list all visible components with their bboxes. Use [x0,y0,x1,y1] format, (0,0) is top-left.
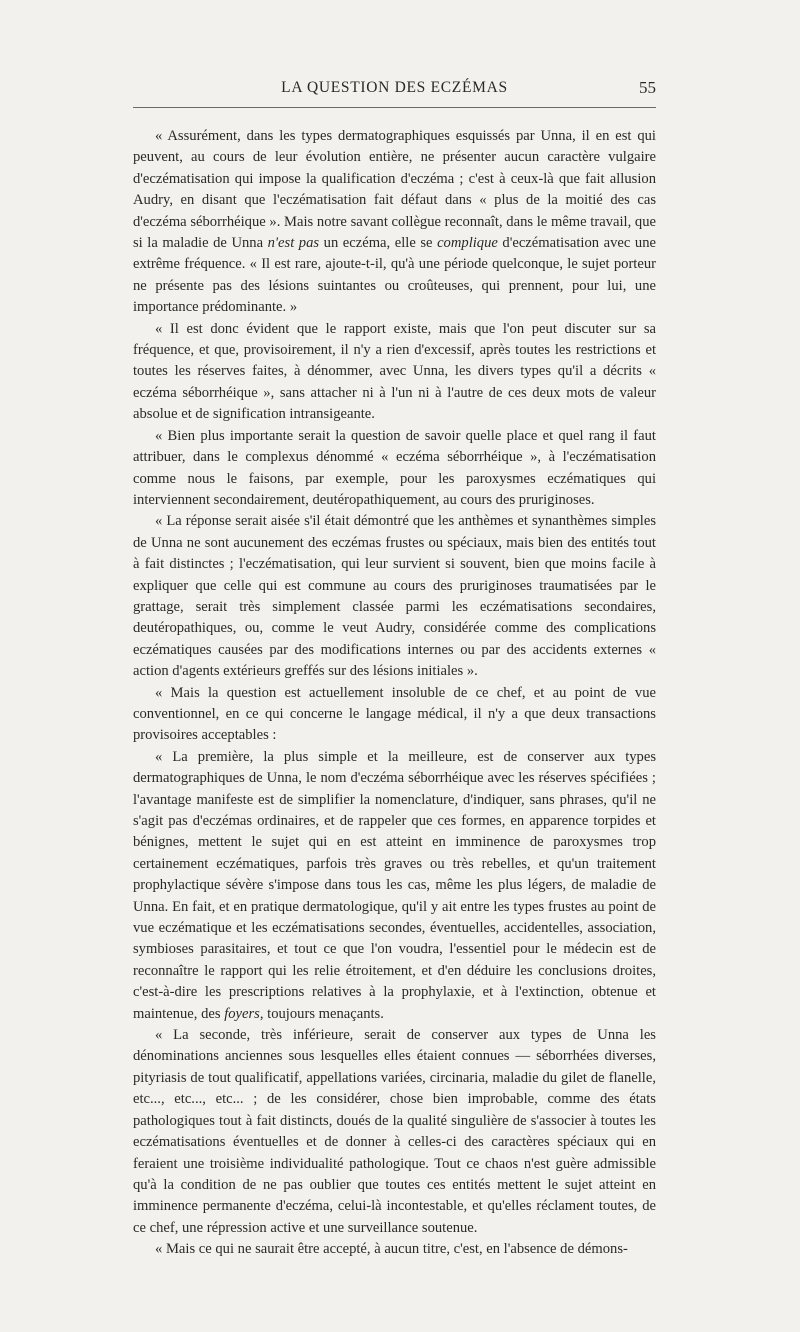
paragraph [133,511,656,682]
running-title: LA QUESTION DES ECZÉMAS [281,79,508,96]
text-run: , toujours menaçants. [259,1005,384,1022]
text-run: « La première, la plus simple et la meilleure, est de conserver aux types dermatographiques de Unna, le nom d'eczéma séborrhéique avec les réserves spécifiées ; l'avantage manifeste est de simplifier la nomenclature, d'indiquer, sans phrases, qu'il ne s'agit pas d'eczémas ordinaires, et de rappeler que ces formes, en apparence torpides et bénignes, mettent le sujet qui en est atteint en imminence de paroxysmes trop certainement eczématiques, parfois très graves ou très rebelles, et qu'un traitement prophylactique sévère s'impose dans tous les cas, même les plus légers, de maladie de Unna. En fait, et en pratique dermatologique, qu'il y ait entre les types frustes au point de vue eczématique et les eczématisations secondes, éventuelles, accidentelles, association, symbioses parasitaires, et tout ce que l'on voudra, l'essentiel pour le médecin est de reconnaître le rapport qui les relie étroitement, et d'en déduire les conclusions droites, c'est-à-dire les prescriptions relatives à la prophylaxie, et à l'extinction, obtenue et maintenue, des [133,748,656,1022]
text-run: d'eczématisation avec une extrême fréquence. « Il est rare, ajoute-t-il, qu'à une période quelconque, le sujet porteur ne présente pas des lésions suintantes ou croûteuses, qui prennent, pour lui, une importance prédominante. » [133,235,656,316]
paragraph [133,319,656,426]
paragraph [133,747,656,1025]
page-number: 55 [639,78,656,97]
paragraph [133,1025,656,1239]
paragraph [133,683,656,747]
italic-text: foyers [224,1005,260,1022]
running-header [133,76,656,102]
paragraph [133,126,656,319]
text-run: « Mais la question est actuellement insoluble de ce chef, et au point de vue conventionnel, en ce qui concerne le langage médical, il n'y a que deux transactions provisoires acceptables : [133,684,656,744]
paragraph [133,1239,656,1260]
text-run: « Bien plus importante serait la question de savoir quelle place et quel rang il faut attribuer, dans le complexus dénommé « eczéma séborrhéique », à l'eczématisation comme nous le faisons, par exemple, pour les paroxysmes eczématiques qui interviennent secondairement, deutéropathiquement, au cours des pruriginoses. [133,427,656,508]
text-run: « Mais ce qui ne saurait être accepté, à aucun titre, c'est, en l'absence de démons- [155,1241,628,1258]
body-text [133,126,656,1261]
header-rule [133,107,656,108]
text-run: « Il est donc évident que le rapport existe, mais que l'on peut discuter sur sa fréquence, et que, provisoirement, il n'y a rien d'excessif, après toutes les restrictions et toutes les réserves faites, à dénommer, avec Unna, les divers types qu'il a décrits « eczéma séborrhéique », sans attacher ni à l'un ni à l'autre de ces deux mots de valeur absolue et de signification intransigeante. [133,320,656,423]
text-run: « Assurément, dans les types dermatographiques esquissés par Unna, il en est qui peuvent, au cours de leur évolution entière, ne présenter aucun caractère vulgaire d'eczématisation qui impose la qualification d'eczéma ; c'est à ceux-là que fait allusion Audry, en disant que l'eczématisation fait défaut dans « plus de la moitié des cas d'eczéma séborrhéique ». Mais notre savant collègue reconnaît, dans le même travail, que si la maladie de Unna [133,128,656,252]
paragraph [133,426,656,512]
text-run: « La réponse serait aisée s'il était démontré que les anthèmes et synanthèmes simples de Unna ne sont aucunement des eczémas frustes ou spéciaux, mais bien des entités tout à fait distinctes ; l'eczématisation, qui leur survient si souvent, bien que moins facile à expliquer que celle qui est commune au cours des pruriginoses traumatisées par le grattage, serait très simplement classée parmi les eczématisations secondaires, deutéropathiques, ou, comme le veut Audry, considérée comme des complications eczématiques causées par des modifications internes ou par des accidents externes « action d'agents extérieurs greffés sur des lésions initiales ». [133,513,656,680]
text-run: « La seconde, très inférieure, serait de conserver aux types de Unna les dénominations anciennes sous lesquelles elles étaient connues — séborrhées diverses, pityriasis de tout qualificatif, appellations variées, circinaria, maladie du gilet de flanelle, etc..., etc..., etc... ; de les considérer, chose bien improbable, comme des états pathologiques tout à fait distincts, doués de la qualité singulière de s'associer à toutes les eczématisations éventuelles et de donner à celles-ci des caractères spéciaux qui en feraient une troisième individualité pathologique. Tout ce chaos n'est guère admissible qu'à la condition de ne pas oublier que toutes ces entités mettent le sujet atteint en imminence permanente d'eczéma, celui-là incontestable, et qu'elles réclament toutes, de ce chef, une répression active et une surveillance soutenue. [133,1027,656,1236]
text-run: un eczéma, elle se [319,235,438,252]
italic-text: n'est pas [267,235,320,252]
italic-text: complique [437,235,498,252]
